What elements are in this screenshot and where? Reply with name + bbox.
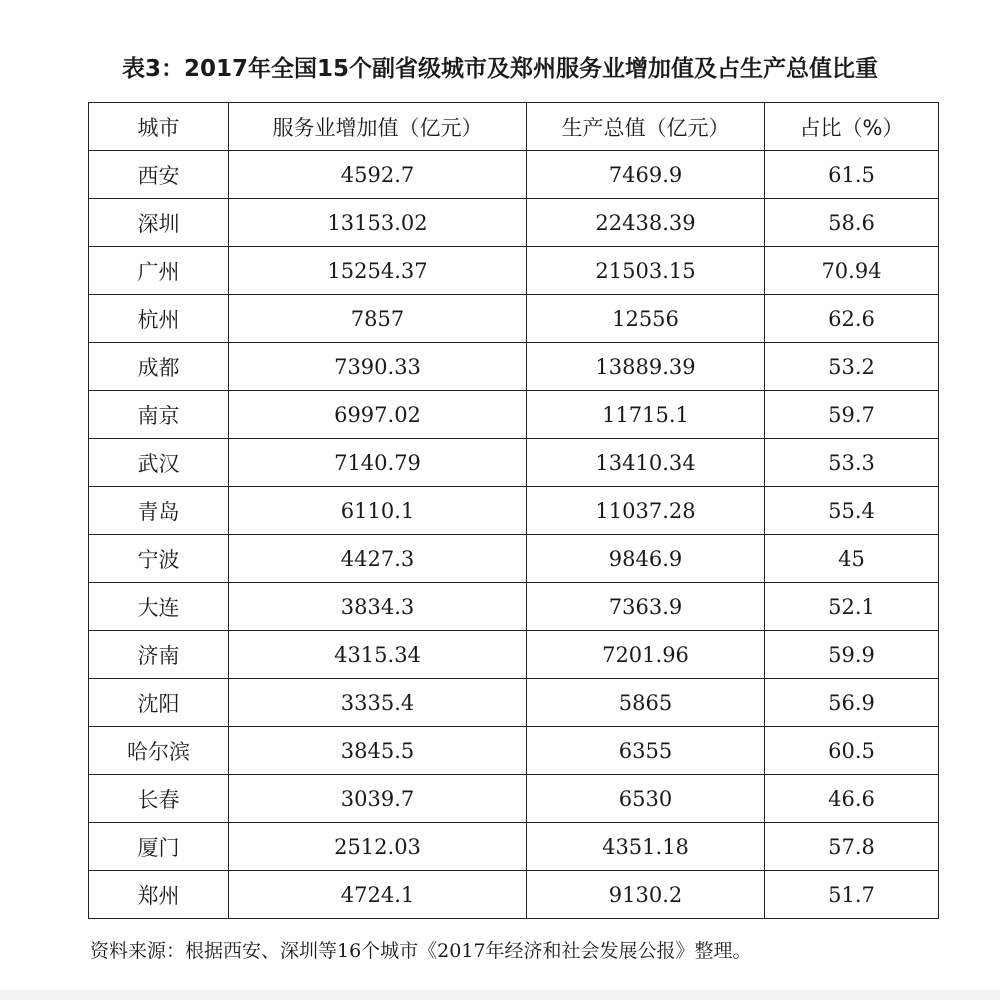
- share-cell: 55.4: [765, 487, 939, 535]
- city-cell: 杭州: [89, 295, 229, 343]
- service-value-cell: 4724.1: [229, 871, 527, 919]
- city-cell: 深圳: [89, 199, 229, 247]
- share-cell: 46.6: [765, 775, 939, 823]
- header-row: [89, 103, 939, 151]
- source-note: 资料来源：根据西安、深圳等16个城市《2017年经济和社会发展公报》整理。: [90, 940, 752, 962]
- header-service-value: 服务业增加值（亿元）: [229, 103, 527, 151]
- share-cell: 59.7: [765, 391, 939, 439]
- service-value-cell: 13153.02: [229, 199, 527, 247]
- table-row: [89, 583, 939, 631]
- service-value-cell: 6997.02: [229, 391, 527, 439]
- gdp-cell: 21503.15: [527, 247, 765, 295]
- table-row: [89, 535, 939, 583]
- gdp-cell: 22438.39: [527, 199, 765, 247]
- city-cell: 广州: [89, 247, 229, 295]
- table-row: [89, 775, 939, 823]
- city-cell: 济南: [89, 631, 229, 679]
- city-cell: 沈阳: [89, 679, 229, 727]
- header-gdp: 生产总值（亿元）: [527, 103, 765, 151]
- gdp-cell: 6355: [527, 727, 765, 775]
- city-cell: 青岛: [89, 487, 229, 535]
- service-value-cell: 3834.3: [229, 583, 527, 631]
- service-value-cell: 3335.4: [229, 679, 527, 727]
- share-cell: 70.94: [765, 247, 939, 295]
- city-cell: 成都: [89, 343, 229, 391]
- city-cell: 长春: [89, 775, 229, 823]
- share-cell: 58.6: [765, 199, 939, 247]
- table-row: [89, 871, 939, 919]
- city-cell: 西安: [89, 151, 229, 199]
- gdp-cell: 7469.9: [527, 151, 765, 199]
- gdp-cell: 7363.9: [527, 583, 765, 631]
- data-table: [88, 102, 939, 919]
- service-value-cell: 7390.33: [229, 343, 527, 391]
- share-cell: 52.1: [765, 583, 939, 631]
- service-value-cell: 2512.03: [229, 823, 527, 871]
- share-cell: 60.5: [765, 727, 939, 775]
- share-cell: 53.3: [765, 439, 939, 487]
- city-cell: 宁波: [89, 535, 229, 583]
- service-value-cell: 6110.1: [229, 487, 527, 535]
- page-bottom-strip: [0, 990, 1000, 1000]
- city-cell: 厦门: [89, 823, 229, 871]
- gdp-cell: 11715.1: [527, 391, 765, 439]
- share-cell: 62.6: [765, 295, 939, 343]
- table-row: [89, 391, 939, 439]
- table-row: [89, 151, 939, 199]
- gdp-cell: 7201.96: [527, 631, 765, 679]
- service-value-cell: 7140.79: [229, 439, 527, 487]
- city-cell: 大连: [89, 583, 229, 631]
- table-title: 表3：2017年全国15个副省级城市及郑州服务业增加值及占生产总值比重: [121, 56, 879, 82]
- share-cell: 45: [765, 535, 939, 583]
- table-row: [89, 247, 939, 295]
- share-cell: 59.9: [765, 631, 939, 679]
- share-cell: 51.7: [765, 871, 939, 919]
- share-cell: 56.9: [765, 679, 939, 727]
- service-value-cell: 4427.3: [229, 535, 527, 583]
- city-cell: 南京: [89, 391, 229, 439]
- city-cell: 哈尔滨: [89, 727, 229, 775]
- share-cell: 57.8: [765, 823, 939, 871]
- share-cell: 53.2: [765, 343, 939, 391]
- table-row: [89, 343, 939, 391]
- service-value-cell: 4315.34: [229, 631, 527, 679]
- table-row: [89, 439, 939, 487]
- gdp-cell: 12556: [527, 295, 765, 343]
- gdp-cell: 9130.2: [527, 871, 765, 919]
- service-value-cell: 7857: [229, 295, 527, 343]
- share-cell: 61.5: [765, 151, 939, 199]
- gdp-cell: 6530: [527, 775, 765, 823]
- table-row: [89, 631, 939, 679]
- header-city: 城市: [89, 103, 229, 151]
- service-value-cell: 4592.7: [229, 151, 527, 199]
- gdp-cell: 11037.28: [527, 487, 765, 535]
- gdp-cell: 9846.9: [527, 535, 765, 583]
- service-value-cell: 3039.7: [229, 775, 527, 823]
- service-value-cell: 3845.5: [229, 727, 527, 775]
- table-row: [89, 727, 939, 775]
- header-share: 占比（%）: [765, 103, 939, 151]
- table-row: [89, 679, 939, 727]
- table-row: [89, 295, 939, 343]
- table-row: [89, 823, 939, 871]
- gdp-cell: 4351.18: [527, 823, 765, 871]
- gdp-cell: 5865: [527, 679, 765, 727]
- table-row: [89, 199, 939, 247]
- gdp-cell: 13410.34: [527, 439, 765, 487]
- table-row: [89, 487, 939, 535]
- gdp-cell: 13889.39: [527, 343, 765, 391]
- city-cell: 郑州: [89, 871, 229, 919]
- city-cell: 武汉: [89, 439, 229, 487]
- service-value-cell: 15254.37: [229, 247, 527, 295]
